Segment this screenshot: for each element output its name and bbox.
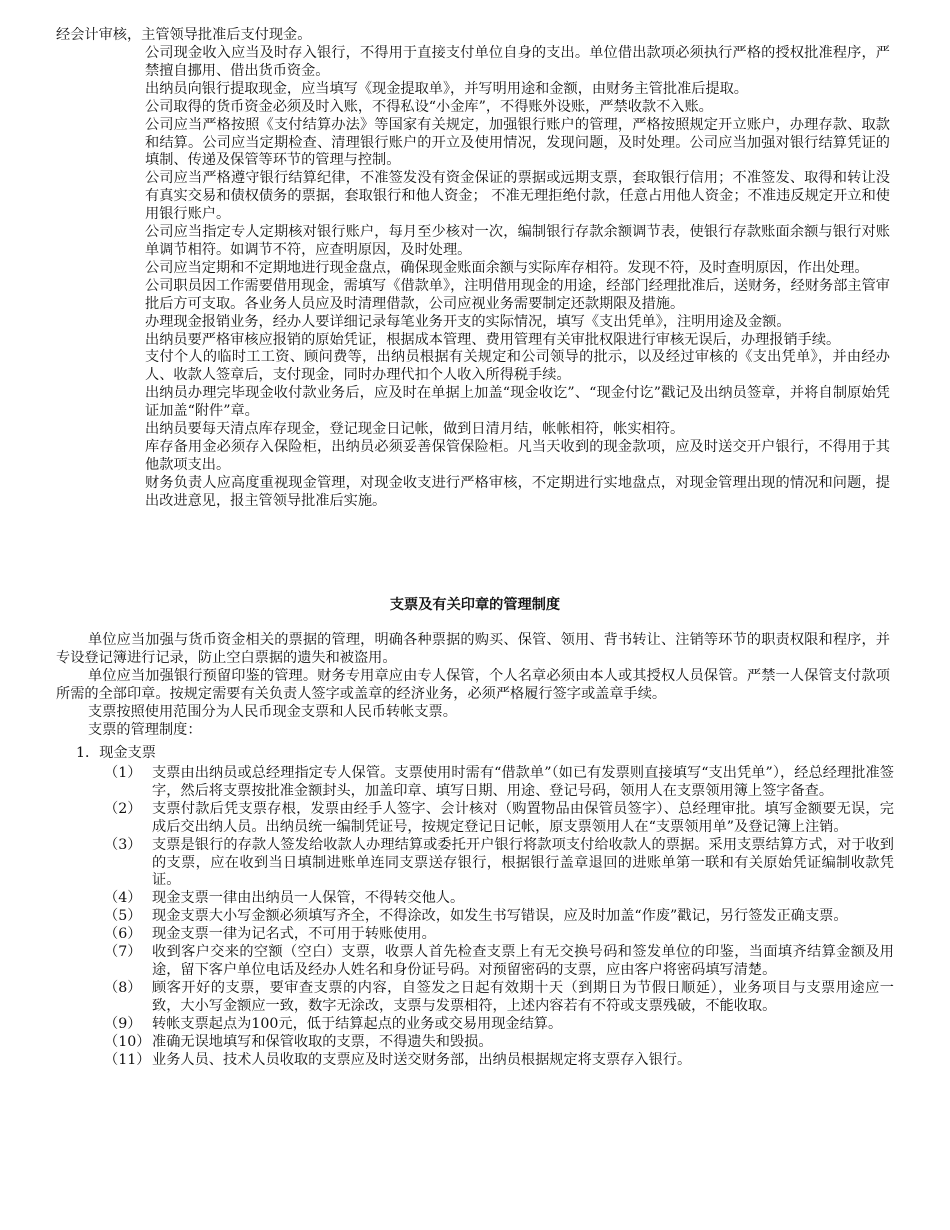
item-number: （2）: [104, 800, 142, 817]
rule-paragraph: 财务负责人应高度重视现金管理，对现金收支进行严格审核，不定期进行实地盘点，对现金管理出现的情况和问题，提出改进意见，报主管领导批准后实施。: [145, 474, 890, 509]
list-item: [104, 1016, 894, 1034]
item-number: （5）: [104, 908, 142, 925]
rule-paragraph: 出纳员要严格审核应报销的原始凭证，根据成本管理、费用管理有关审批权限进行审核无误后，办理报销手续。: [145, 331, 841, 348]
rule-paragraph: 公司应当严格按照《支付结算办法》等国家有关规定，加强银行账户的管理，严格按照规定开立账户，办理存款、取款和结算。公司应当定期检查、清理银行账户的开立及使用情况，发现问题，及时处理。公司应当加强对银行结算凭证的填制、传递及保管等环节的管理与控制。: [145, 116, 890, 169]
item-text: 顾客开好的支票，要审查支票的内容，自签发之日起有效期十天（到期日为节假日顺延），业务项目与支票用途应一致，大小写金额应一致，数字无涂改，支票与发票相符，上述内容若有不符或支票残破，不能收取。: [152, 979, 894, 1014]
item-text: 现金支票大小写金额必须填写齐全，不得涂改，如发生书写错误，应及时加盖“作废”戳记，另行签发正确支票。: [152, 908, 848, 925]
list-item: [104, 926, 894, 944]
rule-paragraph: 公司职员因工作需要借用现金，需填写《借款单》，注明借用现金的用途，经部门经理批准后，送财务，经财务部主管审批后方可支取。各业务人员应及时清理借款，公司应视业务需要制定还款期限及措施。: [145, 277, 890, 312]
item-number: （11）: [104, 1051, 151, 1068]
continuation-line: 经会计审核，主管领导批准后支付现金。: [56, 27, 312, 43]
rule-paragraph: 出纳员向银行提取现金，应当填写《现金提取单》，并写明用途和金额，由财务主管批准后提取。: [145, 80, 748, 97]
item-number: （7）: [104, 944, 142, 961]
cheque-rules-intro: [56, 632, 890, 739]
item-text: 转帐支票起点为100元，低于结算起点的业务或交易用现金结算。: [152, 1015, 563, 1032]
item-text: 支票是银行的存款人签发给收款人办理结算或委托开户银行将款项支付给收款人的票据。采用支票结算方式，对于收到的支票，应在收到当日填制进账单连同支票送存银行，根据银行盖章退回的进账单第一联和有关原始凭证编制收款凭证。: [152, 836, 894, 889]
rule-paragraph: 公司应当定期和不定期地进行现金盘点，确保现金账面余额与实际库存相符。发现不符，及时查明原因，作出处理。: [145, 259, 869, 276]
item-number: （3）: [104, 836, 142, 853]
rule-paragraph: 库存备用金必须存入保险柜，出纳员必须妥善保管保险柜。凡当天收到的现金款项，应及时送交开户银行，不得用于其他款项支出。: [145, 438, 890, 473]
subsection-title: 1．现金支票: [76, 745, 156, 761]
list-item: [104, 1034, 894, 1052]
rule-paragraph: 公司应当指定专人定期核对银行账户，每月至少核对一次，编制银行存款余额调节表，使银行存款账面余额与银行对账单调节相符。如调节不符，应查明原因，及时处理。: [145, 224, 890, 258]
list-item: [104, 801, 894, 837]
item-text: 现金支票一律由出纳员一人保管，不得转交他人。: [152, 890, 465, 907]
item-text: 业务人员、技术人员收取的支票应及时送交财务部，出纳员根据规定将支票存入银行。: [152, 1051, 692, 1068]
item-text: 支票由出纳员或总经理指定专人保管。支票使用时需有“借款单”（如已有发票则直接填写“支出凭单”），经总经理批准签字，然后将支票按批准金额封头，加盖印章、填写日期、用途、登记号码，领用人在支票领用簿上签字备查。: [152, 765, 894, 799]
item-text: 现金支票一律为记名式，不可用于转账使用。: [152, 926, 436, 943]
list-item: [104, 837, 894, 891]
item-number: （1）: [104, 765, 142, 781]
body-paragraph: 支票按照使用范围分为人民币现金支票和人民币转帐支票。: [88, 703, 457, 720]
item-text: 准确无误地填写和保管收取的支票，不得遗失和毁损。: [152, 1033, 493, 1050]
body-paragraph: 单位应当加强与货币资金相关的票据的管理，明确各种票据的购买、保管、领用、背书转让、注销等环节的职责权限和程序，并专设登记簿进行记录，防止空白票据的遗失和被盗用。: [56, 632, 890, 666]
section-heading: 支票及有关印章的管理制度: [389, 597, 561, 613]
item-text: 支票付款后凭支票存根，发票由经手人签字、会计核对（购置物品由保管员签字）、总经理审批。填写金额要无误，完成后交出纳人员。出纳员统一编制凭证号，按规定登记日记帐，原支票领用人在“支票领用单”及登记簿上注销。: [152, 800, 894, 835]
body-paragraph: 单位应当加强银行预留印鉴的管理。财务专用章应由专人保管，个人名章必须由本人或其授权人员保管。严禁一人保管支付款项所需的全部印章。按规定需要有关负责人签字或盖章的经济业务，必须严格履行签字或盖章手续。: [56, 667, 890, 702]
list-item: [104, 765, 894, 801]
cash-management-rules: [145, 45, 890, 511]
item-number: （10）: [104, 1033, 151, 1050]
item-number: （8）: [104, 979, 142, 996]
rule-paragraph: 公司取得的货币资金必须及时入账，不得私设“小金库”，不得账外设账，严禁收款不入账。: [145, 98, 713, 115]
list-item: [104, 908, 894, 926]
item-number: （9）: [104, 1015, 142, 1032]
item-text: 收到客户交来的空额（空白）支票，收票人首先检查支票上有无交换号码和签发单位的印鉴，当面填齐结算金额及用途，留下客户单位电话及经办人姓名和身份证号码。对预留密码的支票，应由客户将密码填写清楚。: [152, 944, 894, 978]
item-number: （6）: [104, 926, 142, 943]
cash-cheque-items: [104, 765, 894, 1069]
rule-paragraph: 办理现金报销业务，经办人要详细记录每笔业务开支的实际情况，填写《支出凭单》，注明用途及金额。: [145, 313, 791, 330]
rule-paragraph: 公司应当严格遵守银行结算纪律，不准签发没有资金保证的票据或远期支票，套取银行信用；不准签发、取得和转让没有真实交易和债权债务的票据，套取银行和他人资金； 不准无理拒绝付款，任意占用他人资金；不准违反规定开立和使用银行账户。: [145, 170, 890, 223]
item-number: （4）: [104, 890, 142, 907]
rule-paragraph: 出纳员要每天清点库存现金，登记现金日记帐，做到日清月结，帐帐相符，帐实相符。: [145, 421, 685, 438]
list-item: [104, 1052, 894, 1070]
rule-paragraph: 出纳员办理完毕现金收付款业务后，应及时在单据上加盖“现金收讫”、“现金付讫”戳记及出纳员签章，并将自制原始凭证加盖“附件”章。: [145, 385, 890, 420]
list-item: [104, 944, 894, 980]
rule-paragraph: 支付个人的临时工工资、顾问费等，出纳员根据有关规定和公司领导的批示，以及经过审核的《支出凭单》，并由经办人、收款人签章后，支付现金，同时办理代扣个人收入所得税手续。: [145, 349, 890, 384]
list-item: [104, 980, 894, 1016]
rule-paragraph: 公司现金收入应当及时存入银行，不得用于直接支付单位自身的支出。单位借出款项必须执行严格的授权批准程序，严禁擅自挪用、借出货币资金。: [145, 45, 890, 79]
body-paragraph: 支票的管理制度：: [88, 721, 202, 738]
list-item: [104, 890, 894, 908]
